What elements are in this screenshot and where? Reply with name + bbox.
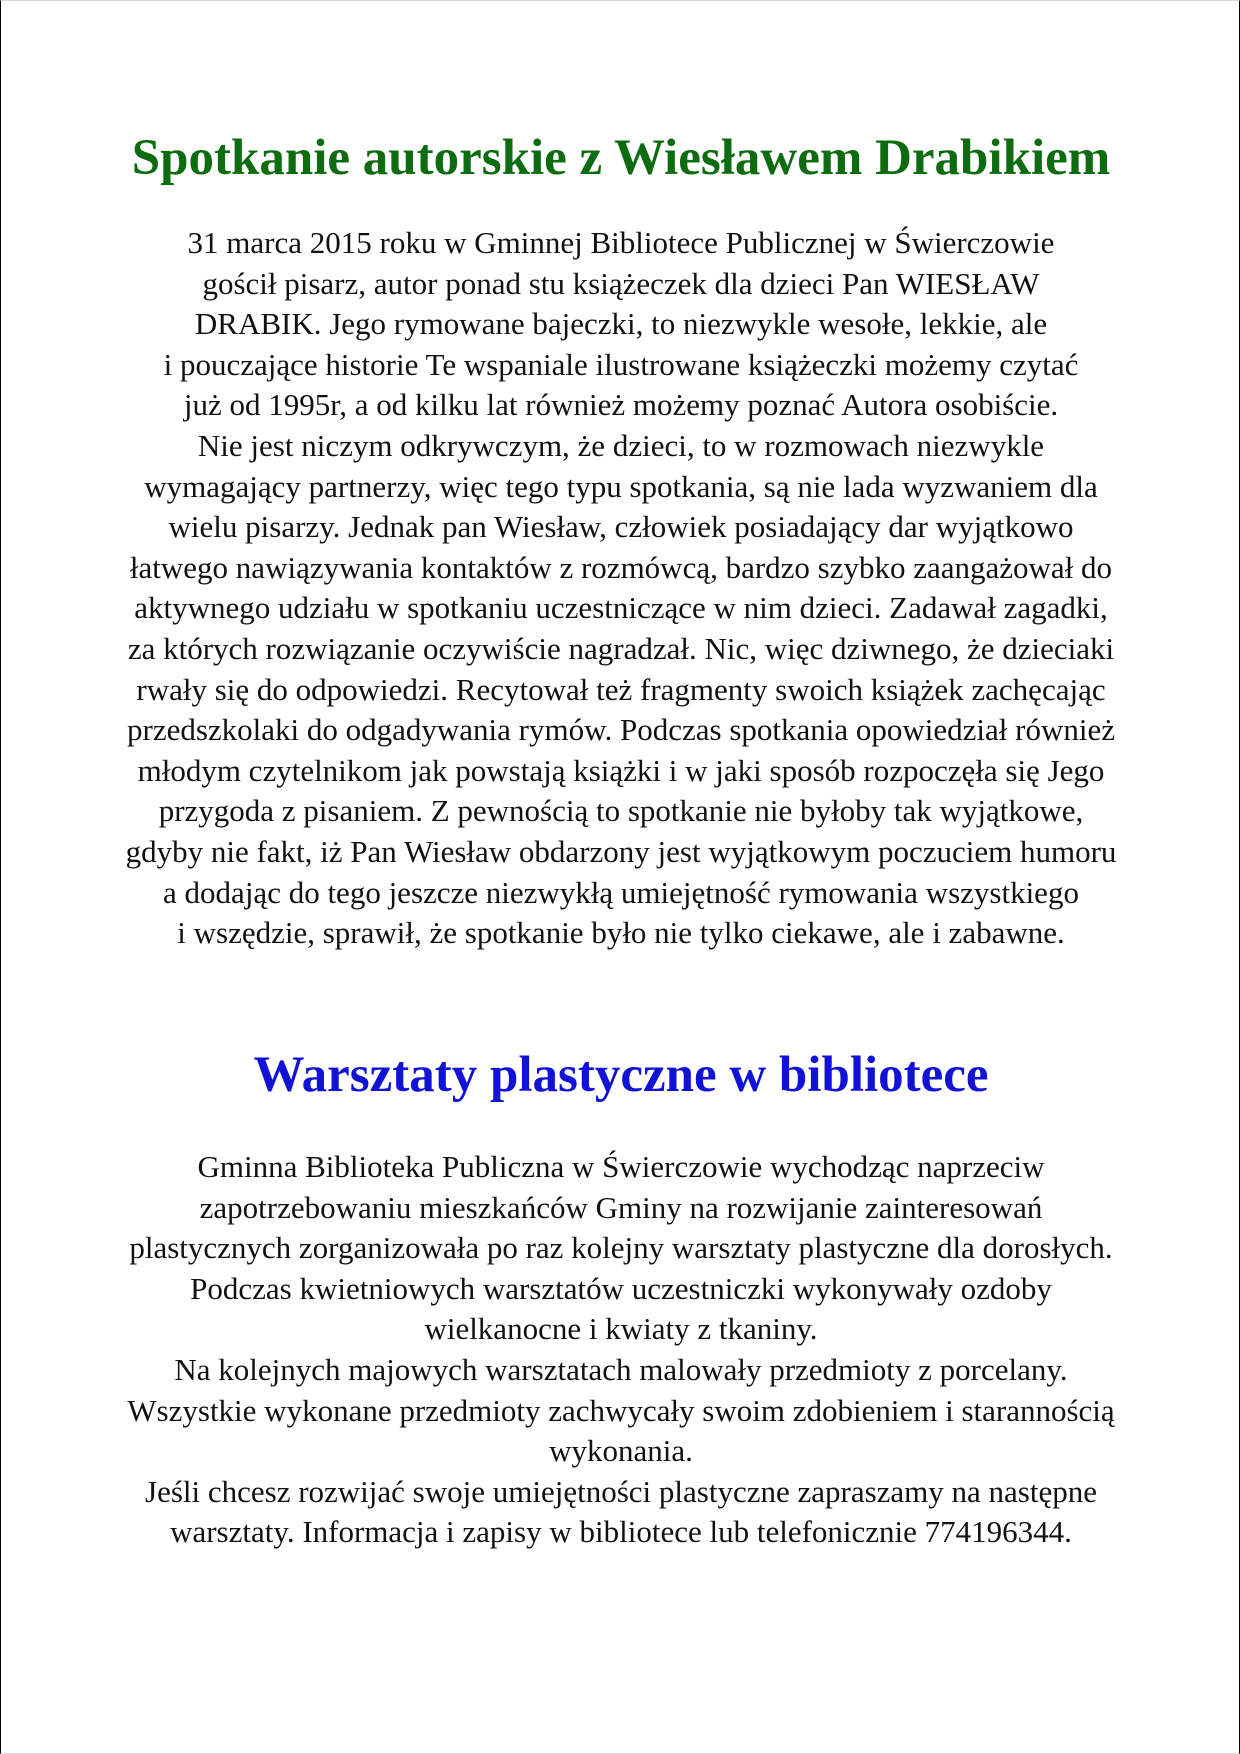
article-1-line: aktywnego udziału w spotkaniu uczestniczące w nim dzieci. Zadawał zagadki, <box>134 590 1108 626</box>
article-2-line: Wszystkie wykonane przedmioty zachwycały swoim zdobieniem i starannością <box>127 1392 1115 1428</box>
article-1-line: za których rozwiązanie oczywiście nagradzał. Nic, więc dziwnego, że dzieciaki <box>127 630 1115 666</box>
article-1-line: przygoda z pisaniem. Z pewnością to spotkanie nie byłoby tak wyjątkowe, <box>158 793 1084 829</box>
article-1-line: wymagający partnerzy, więc tego typu spotkania, są nie lada wyzwaniem dla <box>144 468 1098 504</box>
article-1-line: a dodając do tego jeszcze niezwykłą umiejętność rymowania wszystkiego <box>163 874 1079 910</box>
article-2-line: plastycznych zorganizowała po raz kolejny warsztaty plastyczne dla dorosłych. <box>129 1230 1113 1266</box>
article-2-body <box>41 1147 1201 1553</box>
article-1-line: gościł pisarz, autor ponad stu książeczek dla dzieci Pan WIESŁAW <box>202 265 1040 301</box>
article-1-title: Spotkanie autorskie z Wiesławem Drabikiem <box>131 130 1111 186</box>
article-2-line: Gminna Biblioteka Publiczna w Świerczowie wychodząc naprzeciw <box>197 1149 1045 1184</box>
article-2-line: Na kolejnych majowych warsztatach malowały przedmioty z porcelany. <box>174 1351 1068 1387</box>
article-2-title: Warsztaty plastyczne w bibliotece <box>253 1047 989 1103</box>
article-2-line: warsztaty. Informacja i zapisy w bibliotece lub telefonicznie 774196344. <box>170 1514 1072 1550</box>
article-1-body <box>41 223 1201 954</box>
article-2-line: Jeśli chcesz rozwijać swoje umiejętności plastyczne zapraszamy na następne <box>145 1473 1097 1509</box>
article-1-line: Nie jest niczym odkrywczym, że dzieci, to w rozmowach niezwykle <box>197 427 1045 463</box>
article-1-line: rwały się do odpowiedzi. Recytował też fragmenty swoich książek zachęcając <box>136 671 1106 707</box>
article-2-line: wielkanocne i kwiaty z tkaniny. <box>424 1311 818 1347</box>
article-1-line: wielu pisarzy. Jednak pan Wiesław, człowiek posiadający dar wyjątkowo <box>168 509 1074 545</box>
article-1-line: młodym czytelnikom jak powstają książki i w jaki sposób rozpoczęła się Jego <box>137 752 1105 788</box>
article-2-line: zapotrzebowaniu mieszkańców Gminy na rozwijanie zainteresowań <box>199 1189 1043 1225</box>
article-1-line: przedszkolaki do odgadywania rymów. Podczas spotkania opowiedział również <box>127 712 1115 748</box>
article-2-line: Podczas kwietniowych warsztatów uczestniczki wykonywały ozdoby <box>190 1270 1052 1306</box>
article-1-line: gdyby nie fakt, iż Pan Wiesław obdarzony jest wyjątkowym poczuciem humoru <box>125 833 1117 869</box>
article-1-line: i pouczające historie Te wspaniale ilustrowane książeczki możemy czytać <box>163 346 1079 382</box>
article-1-line: już od 1995r, a od kilku lat również możemy poznać Autora osobiście. <box>183 387 1059 423</box>
article-1-line: i wszędzie, sprawił, że spotkanie było nie tylko ciekawe, ale i zabawne. <box>177 915 1065 951</box>
article-2-line: wykonania. <box>549 1433 693 1469</box>
article-1-line: DRABIK. Jego rymowane bajeczki, to niezwykle wesołe, lekkie, ale <box>194 306 1048 342</box>
article-1-line: łatwego nawiązywania kontaktów z rozmówcą, bardzo szybko zaangażował do <box>129 549 1113 585</box>
article-1-line: 31 marca 2015 roku w Gminnej Bibliotece Publicznej w Świerczowie <box>187 225 1055 260</box>
